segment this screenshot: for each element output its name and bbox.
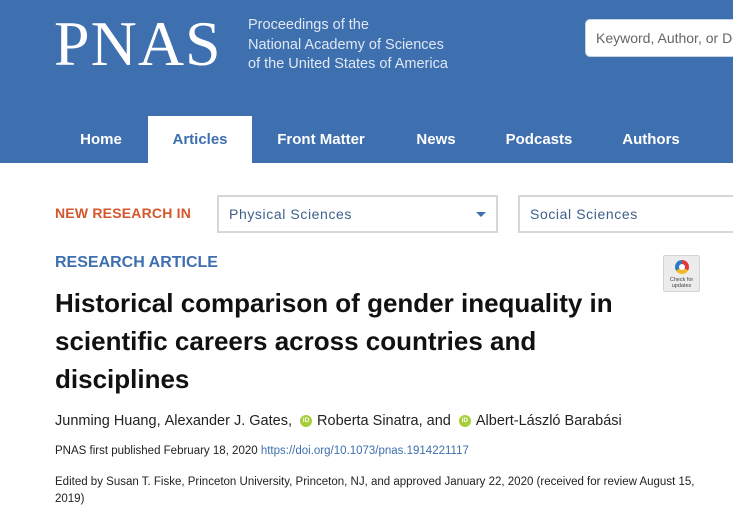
author-name[interactable]: Roberta Sinatra [317, 413, 419, 430]
physical-sciences-dropdown[interactable] [217, 195, 498, 233]
author-separator: , and [418, 413, 451, 430]
journal-tagline [248, 16, 448, 75]
author-separator: , [156, 413, 165, 430]
orcid-icon[interactable]: iD [459, 415, 471, 427]
crossmark-icon [675, 260, 689, 274]
nav-news[interactable]: News [416, 131, 456, 148]
main-nav [0, 116, 733, 163]
tagline-line-2: National Academy of Sciences [248, 36, 444, 53]
social-sciences-dropdown[interactable] [518, 195, 733, 233]
author-name[interactable]: Alexander J. Gates [164, 413, 288, 430]
article-type-label: RESEARCH ARTICLE [55, 254, 218, 271]
edited-by-note: Edited by Susan T. Fiske, Princeton University, Princeton, NJ, and approved January 22, 2020 (received for review August 15, 2019) [55, 476, 695, 505]
author-list [55, 413, 622, 429]
new-research-label: NEW RESEARCH IN [55, 205, 192, 221]
tagline-line-3: of the United States of America [248, 56, 448, 72]
check-for-updates-badge[interactable] [663, 255, 700, 292]
pnas-logo[interactable]: PNAS [54, 8, 222, 79]
nav-authors[interactable]: Authors [622, 131, 680, 148]
author-separator: , [287, 413, 292, 430]
author-name[interactable]: Junming Huang [55, 413, 157, 430]
nav-home[interactable]: Home [80, 131, 122, 148]
published-date: PNAS first published February 18, 2020 [55, 445, 258, 457]
search-box [585, 19, 733, 57]
tagline-line-1: Proceedings of the [248, 17, 369, 33]
chevron-down-icon [476, 212, 486, 217]
dropdown-selected-value: Social Sciences [530, 206, 638, 222]
nav-front-matter[interactable]: Front Matter [277, 131, 365, 148]
author-name[interactable]: Albert-László Barabási [475, 413, 622, 430]
dropdown-selected-value: Physical Sciences [229, 206, 353, 222]
orcid-icon[interactable]: iD [300, 415, 312, 427]
search-input[interactable] [586, 20, 733, 56]
article-title: Historical comparison of gender inequality in scientific careers across countries and disciplines [55, 288, 613, 394]
nav-podcasts[interactable]: Podcasts [505, 131, 573, 148]
doi-link[interactable]: https://doi.org/10.1073/pnas.1914221117 [260, 445, 469, 457]
publication-info [55, 445, 469, 457]
check-for-updates-text: Check for updates [669, 277, 694, 289]
site-header [0, 0, 733, 163]
nav-articles[interactable]: Articles [148, 116, 252, 163]
